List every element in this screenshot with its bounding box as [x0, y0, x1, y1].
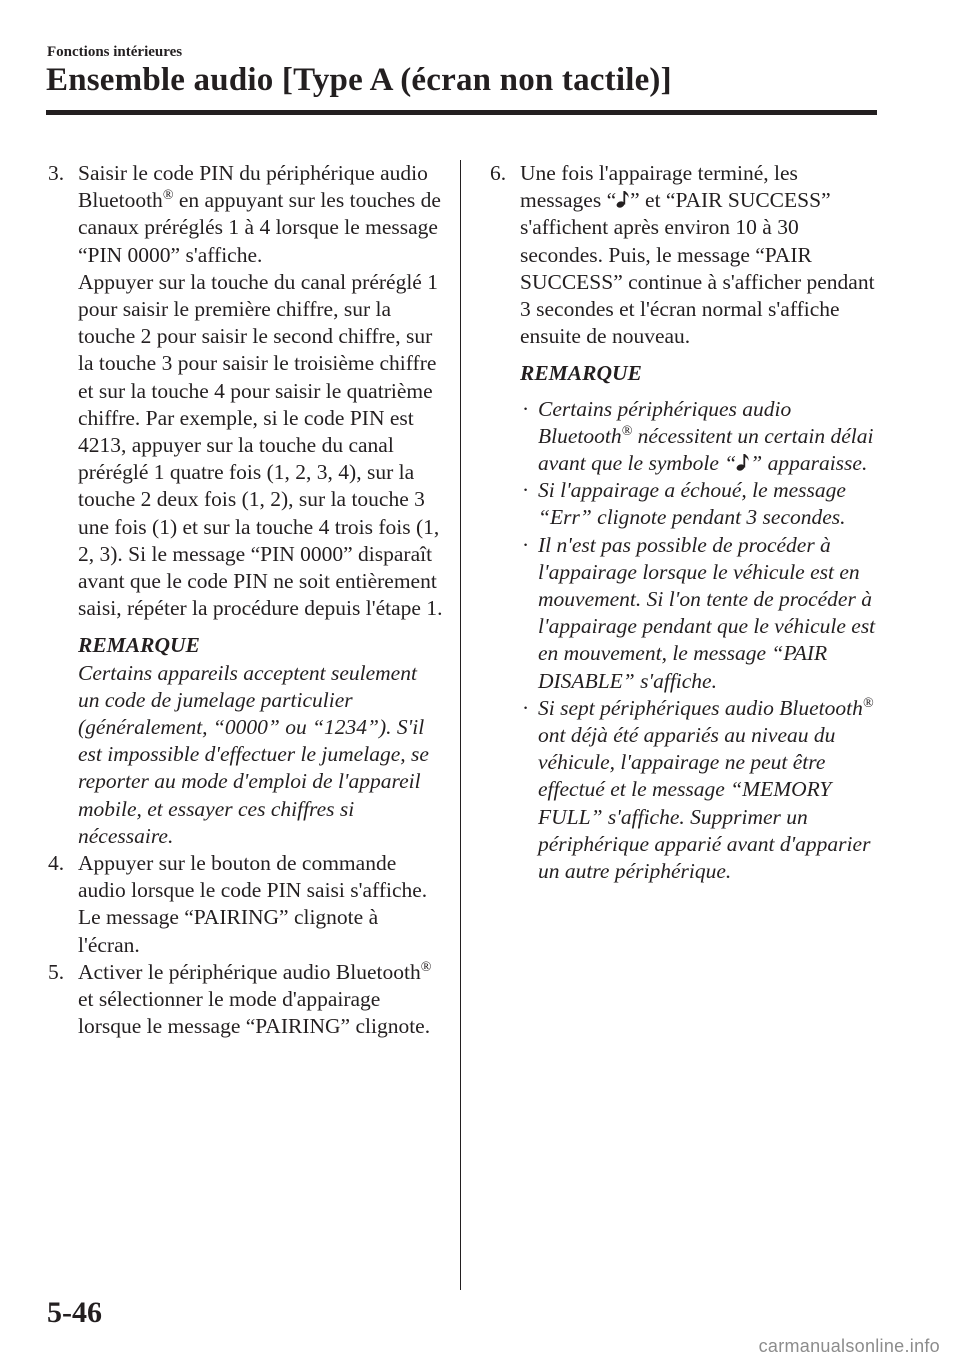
step-5 [48, 959, 443, 1041]
bullet-text: Si l'appairage a échoué, le message “Err” clignote pendant 3 secondes. [538, 478, 846, 530]
registered-mark: ® [420, 959, 432, 975]
watermark: carmanualsonline.info [758, 1336, 940, 1356]
step-text: Saisir le code PIN du périphérique audio Bluetooth [78, 161, 428, 213]
step-3-paragraph-2: Appuyer sur la touche du canal préréglé 1 pour saisir le première chiffre, sur la touche 2 pour saisir le second chiffre, sur la touche 3 pour saisir le troisième chiffre et sur la touche 4 pour saisir le quatrième chiffre. Par exemple, si le code PIN est 4213, appuyer sur la touche du canal préréglé 1 quatre fois (1, 2, 3, 4), sur la touche 2 deux fois (1, 2), sur la touche 3 une fois (1) et sur la touche 4 trois fois (1, 2, 3). Si le message “PIN 0000” disparaît avant que le code PIN ne soit entièrement saisi, répéter la procédure depuis l'étape 1. [78, 269, 443, 621]
list-item [520, 695, 882, 885]
step-5-paragraph-1 [78, 959, 443, 1041]
step-4-paragraph-2: Le message “PAIRING” clignote à l'écran. [78, 905, 379, 957]
list-item [520, 532, 882, 695]
bullet-text: Il n'est pas possible de procéder à l'appairage lorsque le véhicule est en mouvement. Si l'on tente de procéder à l'appairage pendant que le véhicule est en mouvement, le message “PAIR DISABLE” s'affiche. [538, 532, 876, 693]
step-number: 3. [48, 161, 65, 185]
step-number: 6. [490, 161, 507, 185]
step-6-paragraph-1 [520, 160, 882, 350]
bullet-dot: · [522, 532, 530, 557]
page-title: Ensemble audio [Type A (écran non tactile)] [46, 62, 672, 98]
registered-mark: ® [162, 188, 174, 204]
bullet-text: ” apparaisse. [750, 451, 868, 476]
step-text: et sélectionner le mode d'appairage lorsque le message “PAIRING” clignote. [78, 987, 431, 1039]
step-3 [48, 160, 443, 850]
bullet-text: Si sept périphériques audio Bluetooth [538, 695, 863, 720]
step-text: Une fois l'appairage terminé, les messages “ [520, 161, 798, 213]
step-6 [490, 160, 882, 885]
bullet-dot: · [522, 695, 530, 720]
list-item [520, 477, 882, 531]
step-4 [48, 850, 443, 959]
page-number: 5-46 [47, 1296, 102, 1329]
step-3-paragraph-1 [78, 160, 443, 269]
right-column [490, 160, 882, 885]
bullet-text: nécessitent un certain délai avant que le symbole “ [538, 423, 874, 476]
registered-mark: ® [862, 695, 874, 711]
note-heading: REMARQUE [520, 361, 642, 386]
step-text: Activer le périphérique audio Bluetooth [78, 959, 421, 984]
title-rule [46, 110, 877, 115]
registered-mark: ® [621, 423, 633, 439]
note-body: Certains appareils acceptent seulement un code de jumelage particulier (généralement, “0000” ou “1234”). S'il est impossible d'effectuer le jumelage, se reporter au mode d'emploi de l'appareil mobile, et essayer ces chiffres si nécessaire. [78, 660, 429, 848]
bullet-dot: · [522, 478, 530, 503]
list-item [520, 396, 882, 478]
step-number: 5. [48, 959, 65, 984]
note-bullet-list [520, 396, 882, 886]
left-column [48, 160, 443, 1041]
music-note-icon [736, 452, 750, 472]
bullet-text: ont déjà été appariés au niveau du véhicule, l'appairage ne peut être effectué et le message “MEMORY FULL” s'affiche. Supprimer un périphérique apparié avant d'apparier un autre périphérique. [538, 723, 871, 884]
step-text: ” et “PAIR SUCCESS” s'affichent après environ 10 à 30 secondes. Puis, le message “PAIR SUCCESS” continue à s'afficher pendant 3 secondes et l'écran normal s'affiche ensuite de nouveau. [520, 188, 875, 349]
note-heading: REMARQUE [78, 633, 200, 658]
bullet-dot: · [522, 396, 530, 421]
step-4-paragraph-1: Appuyer sur le bouton de commande audio lorsque le code PIN saisi s'affiche. [78, 851, 428, 903]
bullet-text: Certains périphériques audio Bluetooth [538, 396, 792, 448]
section-label: Fonctions intérieures [47, 44, 183, 60]
music-note-icon [616, 189, 630, 209]
step-text: en appuyant sur les touches de canaux préréglés 1 à 4 lorsque le message “PIN 0000” s'affiche. [78, 188, 441, 267]
step-number: 4. [48, 851, 65, 876]
column-divider [460, 160, 461, 1290]
